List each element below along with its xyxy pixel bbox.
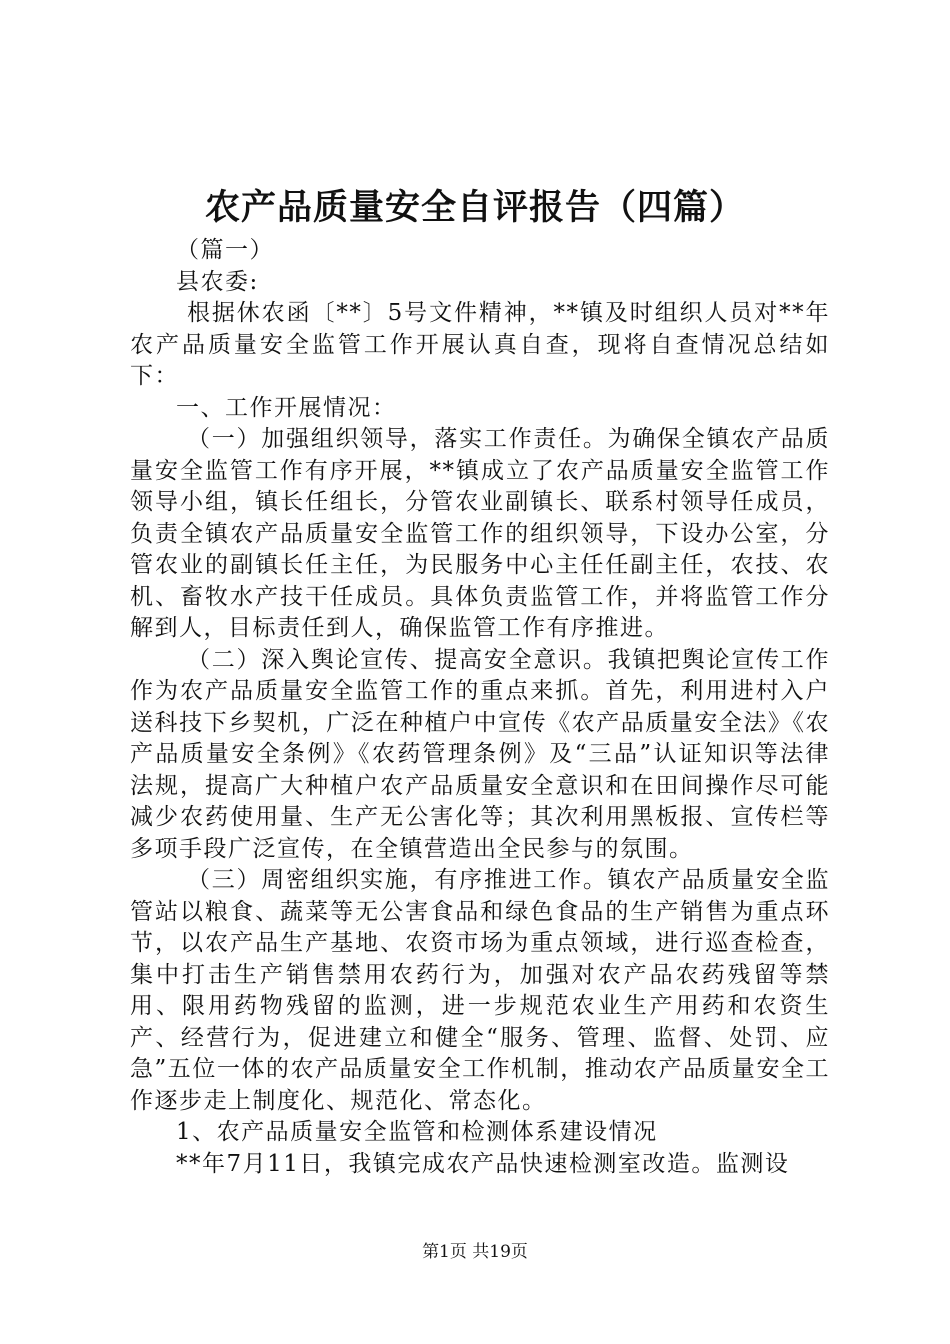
page-footer: 第1页 共19页 [422, 1242, 528, 1262]
paragraph-item-3: （三）周密组织实施，有序推进工作。镇农产品质量安全监管站以粮食、蔬菜等无公害食品和绿色食品的生产销售为重点环节，以农产品生产基地、农资市场为重点领域，进行巡查检查，集中打击生产销售禁用农药行为，加强对农产品农药残留等禁用、限用药物残留的监测，进一步规范农业生产用药和农资生产、经营行为，促进建立和健全“服务、管理、监督、处罚、应急”五位一体的农产品质量安全工作机制，推动农产品质量安全工作逐步走上制度化、规范化、常态化。 [130, 867, 830, 1114]
salutation: 县农委: [176, 268, 259, 295]
paragraph-item-1: （一）加强组织领导，落实工作责任。为确保全镇农产品质量安全监管工作有序开展，**镇成立了农产品质量安全监管工作领导小组，镇长任组长，分管农业副镇长、联系村领导任成员，负责全镇农产品质量安全监管工作的组织领导，下设办公室，分管农业的副镇长任主任，为民服务中心主任任副主任，农技、农机、畜牧水产技干任成员。具体负责监管工作，并将监管工作分解到人，目标责任到人，确保监管工作有序推进。 [130, 426, 830, 641]
document-body [130, 235, 830, 1180]
paragraph-intro: 根据休农函〔**〕5号文件精神，**镇及时组织人员对**年农产品质量安全监管工作开展认真自查，现将自查情况总结如下： [130, 300, 830, 389]
paragraph-continues: **年7月11日，我镇完成农产品快速检测室改造。监测设 [176, 1150, 790, 1177]
subheading-1: 1、农产品质量安全监管和检测体系建设情况 [176, 1119, 658, 1145]
section-label: （篇一） [176, 237, 274, 263]
document-title: 农产品质量安全自评报告（四篇） [204, 187, 745, 228]
heading-work-status: 一、工作开展情况： [176, 394, 397, 421]
paragraph-item-2: （二）深入舆论宣传、提高安全意识。我镇把舆论宣传工作作为农产品质量安全监管工作的重点来抓。首先，利用进村入户送科技下乡契机，广泛在种植户中宣传《农产品质量安全法》《农产品质量安全条例》《农药管理条例》及“三品”认证知识等法律法规，提高广大种植户农产品质量安全意识和在田间操作尽可能减少农药使用量、生产无公害化等；其次利用黑板报、宣传栏等多项手段广泛宣传，在全镇营造出全民参与的氛围。 [130, 646, 830, 862]
